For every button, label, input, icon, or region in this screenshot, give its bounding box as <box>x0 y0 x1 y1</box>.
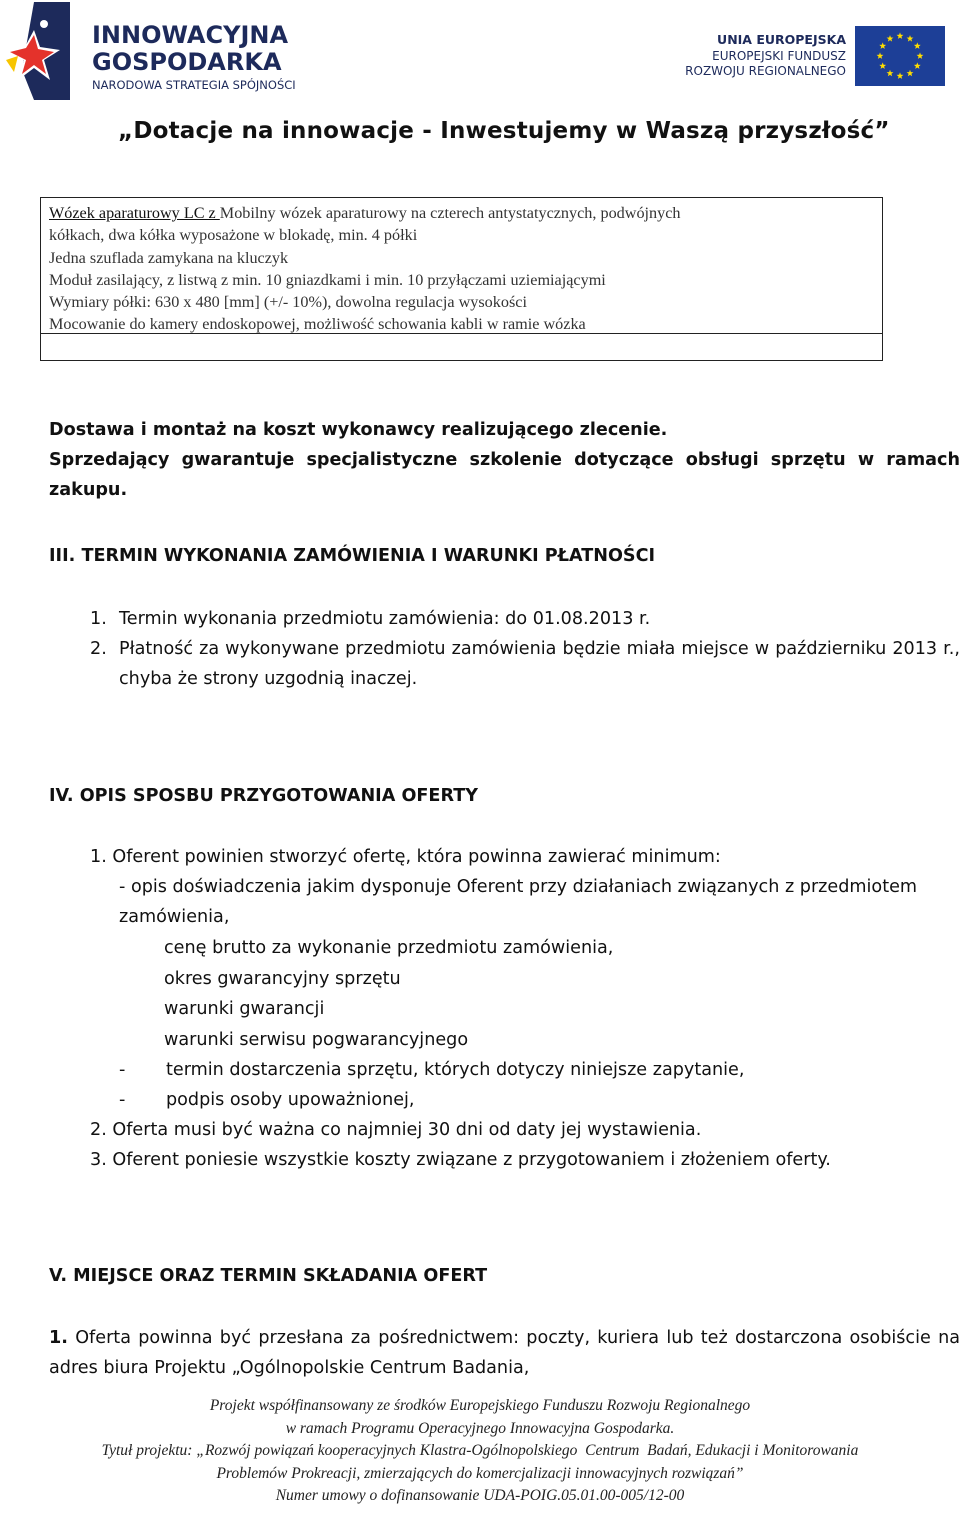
section-4-item-1: 1. Oferent powinien stworzyć ofertę, która powinna zawierać minimum: <box>90 847 721 867</box>
spec-item-name: Wózek aparaturowy LC z <box>49 204 220 222</box>
section-4-heading: IV. OPIS SPOSBU PRZYGOTOWANIA OFERTY <box>49 786 478 806</box>
section-4-item-2: 2. Oferta musi być ważna co najmniej 30 dni od daty jej wystawienia. <box>90 1120 702 1140</box>
bullet-item: warunki gwarancji <box>164 999 325 1019</box>
delivery-line-2: Sprzedający gwarantuje specjalistyczne szkolenie dotyczące obsługi sprzętu w ramach zakupu. <box>49 450 960 500</box>
footer <box>0 1395 960 1508</box>
section-3-item-1: 1. Termin wykonania przedmiotu zamówienia: do 01.08.2013 r. <box>90 609 651 629</box>
section-5-heading: V. MIEJSCE ORAZ TERMIN SKŁADANIA OFERT <box>49 1266 488 1286</box>
eu-logo-line2: EUROPEJSKI FUNDUSZ <box>712 49 846 63</box>
spec-line-4: Moduł zasilający, z listwą z min. 10 gniazdkami i min. 10 przyłączami uziemiającymi <box>49 270 606 289</box>
section-3-item-2: 2. Płatność za wykonywane przedmiotu zamówienia będzie miała miejsce w październiku 2013 r., chyba że strony uzgodnią inaczej. <box>90 639 960 689</box>
section-5-item-1: 1. Oferta powinna być przesłana za pośrednictwem: poczty, kuriera lub też dostarczona osobiście na adres biura Projektu „Ogólnopolskie Centrum Badania, <box>49 1328 960 1378</box>
spec-line-6: Mocowanie do kamery endoskopowej, możliwość schowania kabli w ramie wózka <box>49 315 586 334</box>
dash-item: - termin dostarczenia sprzętu, których dotyczy niniejsze zapytanie, <box>119 1060 745 1080</box>
eu-logo <box>685 24 950 88</box>
section-4-dash-1: - opis doświadczenia jakim dysponuje Oferent przy działaniach związanych z przedmiotem zamówienia, <box>119 877 918 927</box>
document-title: „Dotacje na innowacje - Inwestujemy w Waszą przyszłość” <box>118 118 890 144</box>
footer-line-5: Numer umowy o dofinansowanie UDA-POIG.05.01.00-005/12-00 <box>275 1487 685 1504</box>
eu-flag-icon <box>855 26 945 86</box>
ig-logo-mark-icon <box>4 0 72 102</box>
spec-line-1: Wózek aparaturowy LC z Mobilny wózek aparaturowy na czterech antystatycznych, podwójnych <box>49 204 681 222</box>
innowacyjna-gospodarka-logo <box>4 0 324 102</box>
section-4-item-3: 3. Oferent poniesie wszystkie koszty związane z przygotowaniem i złożeniem oferty. <box>90 1150 831 1170</box>
bullet-item: okres gwarancyjny sprzętu <box>164 968 401 989</box>
footer-line-3: Tytuł projektu: „Rozwój powiązań kooperacyjnych Klastra-Ogólnopolskiego Centrum Badań, Edukacji i Monitorowania <box>101 1442 859 1459</box>
bullet-item: cenę brutto za wykonanie przedmiotu zamówienia, <box>164 938 614 958</box>
footer-line-4: Problemów Prokreacji, zmierzających do komercjalizacji innowacyjnych rozwiązań” <box>216 1464 744 1482</box>
ig-logo-line3: NARODOWA STRATEGIA SPÓJNOŚCI <box>92 78 296 92</box>
footer-line-2: w ramach Programu Operacyjnego Innowacyjna Gospodarka. <box>285 1419 675 1437</box>
bullet-item: warunki serwisu pogwarancyjnego <box>164 1029 469 1050</box>
spec-line-2: kółkach, dwa kółka wyposażone w blokadę, min. 4 półki <box>49 226 418 245</box>
spec-line-5: Wymiary półki: 630 x 480 [mm] (+/- 10%), dowolna regulacja wysokości <box>49 293 527 312</box>
dash-item: - podpis osoby upoważnionej, <box>119 1090 415 1110</box>
section-3-heading: III. TERMIN WYKONANIA ZAMÓWIENIA I WARUNKI PŁATNOŚCI <box>49 546 656 566</box>
delivery-line-1: Dostawa i montaż na koszt wykonawcy realizującego zlecenie. <box>49 420 668 440</box>
ig-logo-line1: INNOWACYJNA <box>92 21 289 49</box>
eu-logo-line3: ROZWOJU REGIONALNEGO <box>685 64 846 78</box>
spec-line-3: Jedna szuflada zamykana na kluczyk <box>49 248 289 267</box>
eu-logo-line1: UNIA EUROPEJSKA <box>717 32 846 47</box>
section-4-bullets <box>119 933 919 1115</box>
footer-line-1: Projekt współfinansowany ze środków Europejskiego Funduszu Rozwoju Regionalnego <box>209 1397 751 1414</box>
spec-text <box>49 202 879 336</box>
ig-logo-line2: GOSPODARKA <box>92 48 282 76</box>
